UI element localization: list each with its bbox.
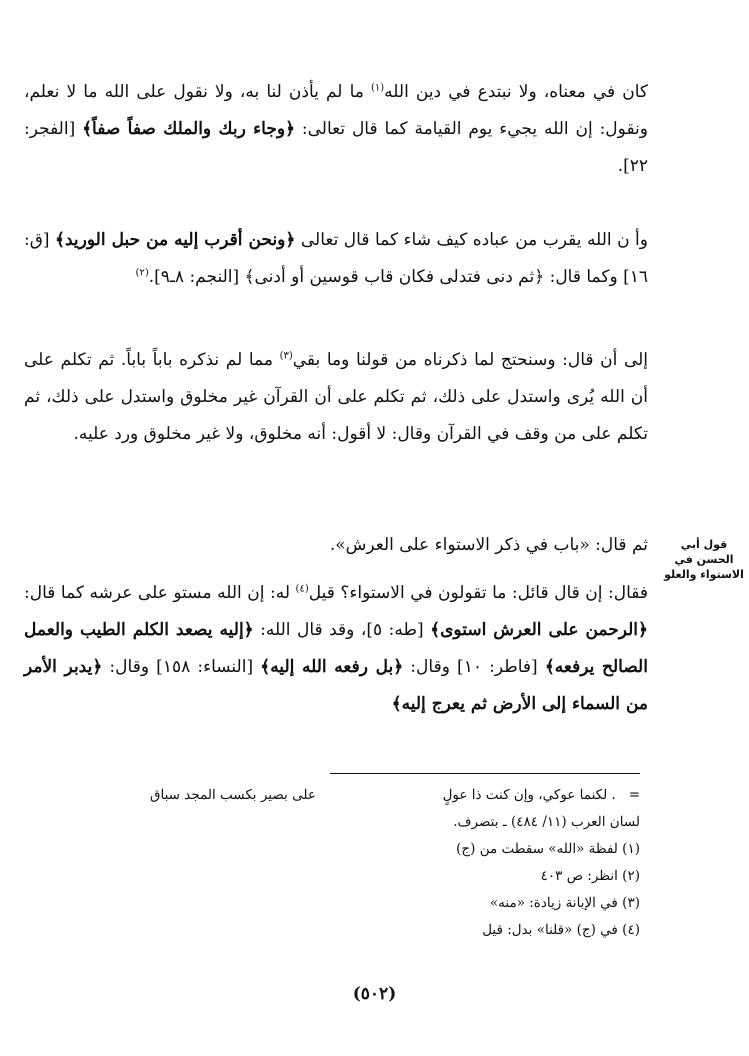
text-run: [طه: ٥]، وقد قال الله: <box>253 620 431 640</box>
footnote-separator <box>330 773 640 774</box>
text-run: [فاطر: ١٠] وقال: <box>403 657 545 677</box>
margin-note-line: قول أبي <box>680 538 728 551</box>
paragraph-1 <box>24 74 648 185</box>
margin-note-line: الاستواء والعلو <box>664 568 744 581</box>
text-run: كان في معناه، ولا نبتدع في دين الله <box>384 82 648 102</box>
quran-verse: ﴿ثم دنى فتدلى فكان قاب قوسين أو أدنى﴾ <box>244 267 545 287</box>
footnote-verse-line <box>150 782 640 809</box>
quran-verse: ﴿إليه يصعد الكلم الطيب والعمل الصالح يرفعه﴾ <box>24 620 648 677</box>
verse-second-half: على بصير بكسب المجد سباق <box>150 787 316 803</box>
quran-verse: ﴿ونحن أقرب إليه من حبل الوريد﴾ <box>55 230 296 250</box>
footnotes <box>150 782 640 944</box>
footnote-4: (٤) في (ج) «قلنا» بدل: قيل <box>482 922 640 938</box>
quran-verse: ﴿بل رفعه الله إليه﴾ <box>260 657 404 677</box>
footnote-ref-3[interactable]: (٣) <box>279 350 293 362</box>
footnote-2: (٢) انظر: ص ٤٠٣ <box>540 868 640 884</box>
margin-note <box>663 537 745 582</box>
footnote-ref-1[interactable]: (١) <box>370 82 385 94</box>
page-number: (٥٠٢) <box>352 984 397 1004</box>
verse-first-half: . لكنما عوكي، وإن كنت ذا عولٍ <box>442 787 616 803</box>
paragraph-4 <box>24 527 648 564</box>
margin-note-line: الحسن في <box>674 553 734 566</box>
text-run: له: إن الله مستو على عرشه كما قال: <box>24 583 296 603</box>
text-run: مما لم نذكره باباً باباً. ثم تكلم على أن الله يُرى واستدل على ذلك، ثم تكلم على أن القرآن غير مخلوق واستدل على ذلك، ثم تكلم على من وقف في القرآن وقال: لا أقول: أنه مخلوق، ولا غير مخلوق ورد عليه. <box>24 350 648 444</box>
text-run: ثم قال: «باب في ذكر الاستواء على العرش». <box>329 535 648 555</box>
paragraph-2 <box>24 222 648 296</box>
footnote-continuation-marker: = <box>628 787 640 803</box>
text-run: [ق: ١٦] وكما قال: <box>24 230 648 287</box>
text-run: [النساء: ١٥٨] وقال: <box>102 657 261 677</box>
text-run: ما لم يأذن لنا به، ولا نقول على الله ما لا نعلم، ونقول: إن الله يجيء يوم القيامة كما قال تعالى: <box>24 82 648 139</box>
footnote-ref-2[interactable]: (٢) <box>135 267 149 279</box>
quran-verse: ﴿الرحمن على العرش استوى﴾ <box>430 620 648 640</box>
footnote-ref-4[interactable]: (٤) <box>295 583 309 595</box>
footnote-3: (٣) في الإبانة زيادة: «منه» <box>489 895 640 911</box>
text-run: [النجم: ٨ـ٩]. <box>148 267 245 287</box>
footnote-1: (١) لفظة «الله» سقطت من (ج) <box>456 841 640 857</box>
text-run: فقال: إن قال قائل: ما تقولون في الاستواء؟ قيل <box>308 583 648 603</box>
quran-verse: ﴿يدبر الأمر من السماء إلى الأرض ثم يعرج إليه﴾ <box>24 657 648 714</box>
paragraph-3 <box>24 342 648 453</box>
quran-verse: ﴿وجاء ربك والملك صفاً صفاً﴾ <box>82 119 296 139</box>
text-run: [الفجر: ٢٢]. <box>24 119 648 176</box>
footnote-source: لسان العرب (١١/ ٤٨٤) ـ بتصرف. <box>453 814 640 830</box>
text-run: إلى أن قال: وسنحتج لما ذكرناه من قولنا وما بقي <box>292 350 649 370</box>
paragraph-5 <box>24 575 648 723</box>
text-run: وأ ن الله يقرب من عباده كيف شاء كما قال تعالى <box>295 230 648 250</box>
